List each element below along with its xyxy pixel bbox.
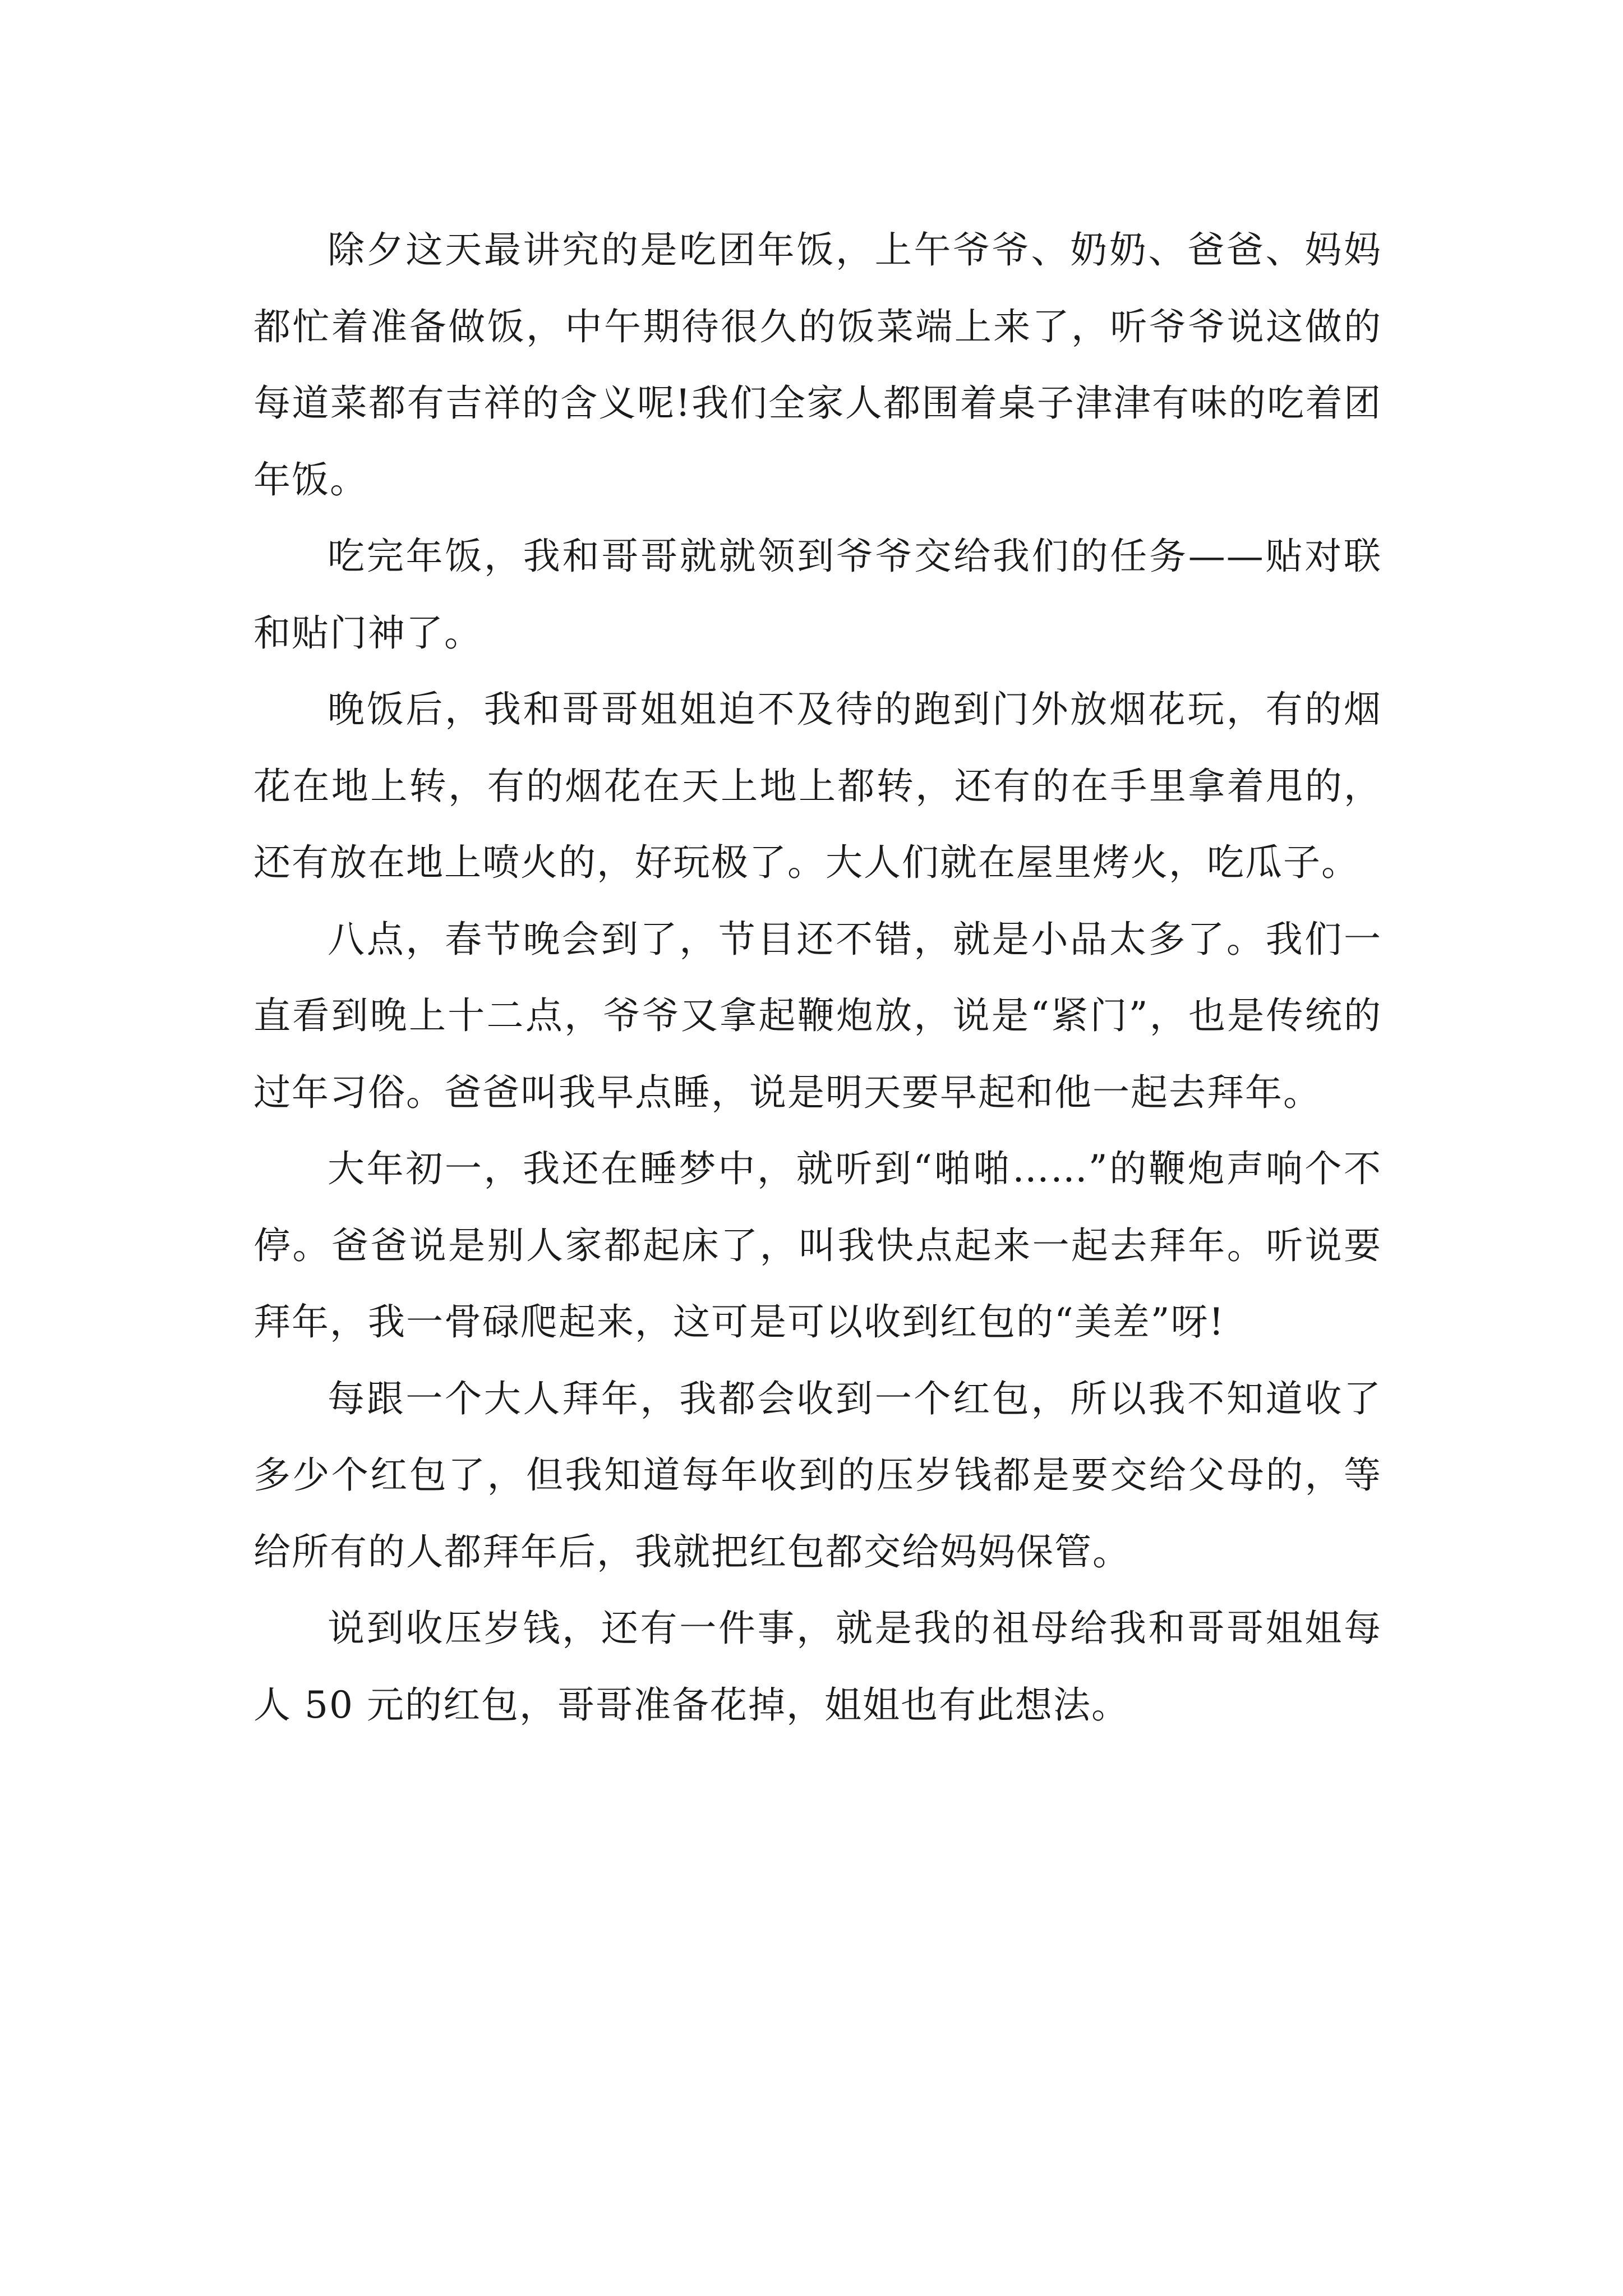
paragraph-red-envelopes: 每跟一个大人拜年，我都会收到一个红包，所以我不知道收了多少个红包了，但我知道每年收到的压岁钱都是要交给父母的，等给所有的人都拜年后，我就把红包都交给妈妈保管。 <box>253 1377 1382 1573</box>
paragraph-new-years-eve-dinner: 除夕这天最讲究的是吃团年饭，上午爷爷、奶奶、爸爸、妈妈都忙着准备做饭，中午期待很久的饭菜端上来了，听爷爷说这做的每道菜都有吉祥的含义呢!我们全家人都围着桌子津津有味的吃着团年饭。 <box>253 228 1382 501</box>
paragraph-lucky-money: 说到收压岁钱，还有一件事，就是我的祖母给我和哥哥姐姐每人 50 元的红包，哥哥准备花掉，姐姐也有此想法。 <box>253 1607 1382 1727</box>
paragraph-couplets-task: 吃完年饭，我和哥哥就就领到爷爷交给我们的任务——贴对联和贴门神了。 <box>253 535 1382 655</box>
paragraph-new-year-morning: 大年初一，我还在睡梦中，就听到“啪啪……”的鞭炮声响个不停。爸爸说是别人家都起床了，叫我快点起来一起去拜年。听说要拜年，我一骨碌爬起来，这可是可以收到红包的“美差”呀! <box>253 1147 1382 1343</box>
paragraph-spring-gala: 八点，春节晚会到了，节目还不错，就是小品太多了。我们一直看到晚上十二点，爷爷又拿起鞭炮放，说是“紧门”，也是传统的过年习俗。爸爸叫我早点睡，说是明天要早起和他一起去拜年。 <box>253 917 1382 1114</box>
paragraph-fireworks: 晚饭后，我和哥哥姐姐迫不及待的跑到门外放烟花玩，有的烟花在地上转，有的烟花在天上地上都转，还有的在手里拿着甩的，还有放在地上喷火的，好玩极了。大人们就在屋里烤火，吃瓜子。 <box>253 688 1382 884</box>
document-body <box>253 212 1382 1743</box>
